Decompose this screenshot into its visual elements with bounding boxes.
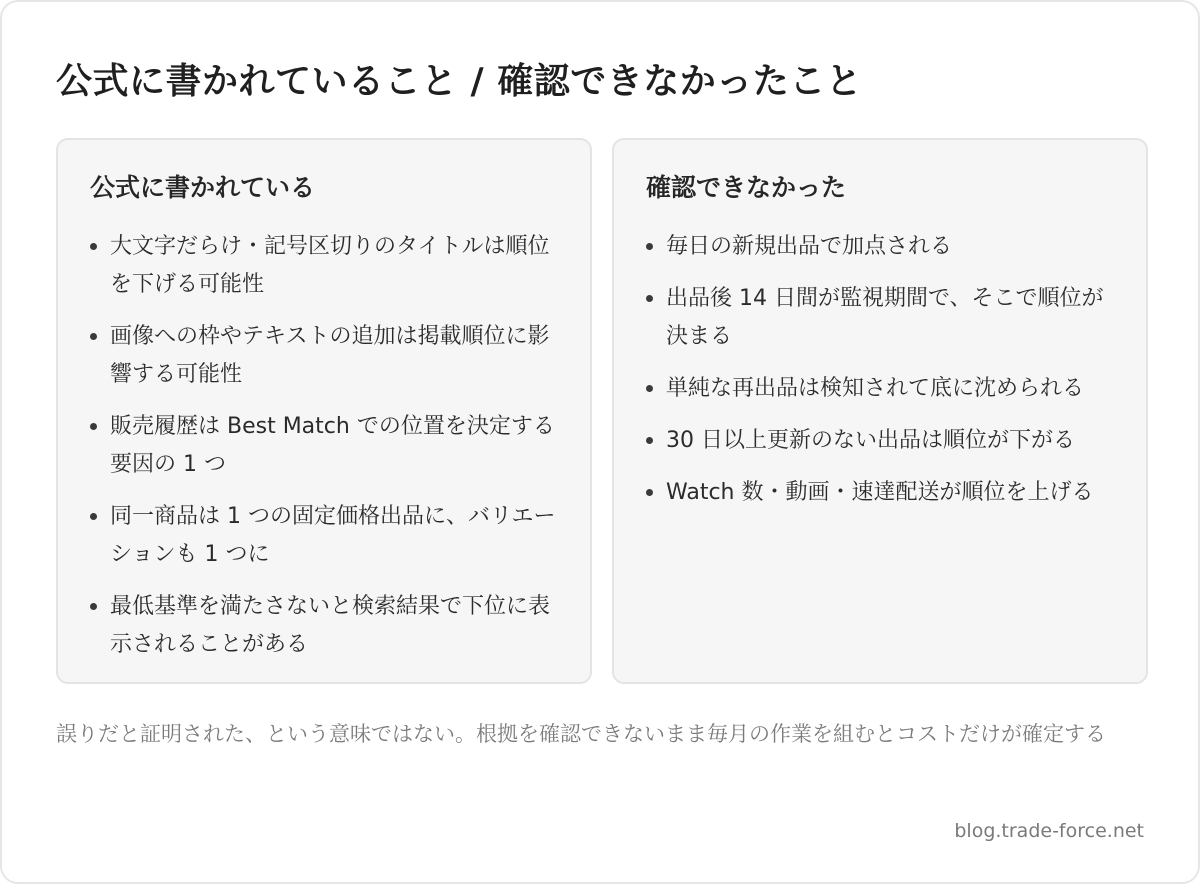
list-item [646,370,1118,408]
bullet-icon [646,489,653,496]
bullet-icon [90,513,97,520]
bullet-icon [90,333,97,340]
list-item-text: Watch 数・動画・速達配送が順位を上げる [666,480,1094,505]
list-item-text: 販売履歴は Best Match での位置を決定する要因の 1 つ [110,414,555,477]
official-list [90,228,562,664]
list-item-text: 単純な再出品は検知されて底に沈められる [666,376,1085,401]
list-item [90,588,562,664]
bullet-icon [646,437,653,444]
unconfirmed-panel [612,138,1148,684]
list-item-text: 画像への枠やテキストの追加は掲載順位に影響する可能性 [110,324,550,387]
list-item-text: 30 日以上更新のない出品は順位が下がる [666,428,1075,453]
list-item-text: 最低基準を満たさないと検索結果で下位に表示されることがある [110,594,551,657]
bullet-icon [90,243,97,250]
list-item-text: 出品後 14 日間が監視期間で、そこで順位が決まる [666,286,1104,349]
list-item [646,280,1118,356]
list-item-text: 同一商品は 1 つの固定価格出品に、バリエーションも 1 つに [110,504,556,567]
bullet-icon [646,243,653,250]
list-item [646,228,1118,266]
list-item [646,422,1118,460]
list-item [90,228,562,304]
bullet-icon [90,603,97,610]
bullet-icon [646,295,653,302]
site-url: blog.trade-force.net [954,820,1144,842]
bullet-icon [646,385,653,392]
bullet-icon [90,423,97,430]
unconfirmed-heading: 確認できなかった [646,173,847,202]
official-heading: 公式に書かれている [90,173,316,202]
list-item [90,408,562,484]
unconfirmed-list [646,228,1118,512]
page-title: 公式に書かれていること / 確認できなかったこと [56,61,863,102]
list-item [90,498,562,574]
list-item [90,318,562,394]
list-item-text: 毎日の新規出品で加点される [666,234,953,259]
footnote: 誤りだと証明された、という意味ではない。根拠を確認できないまま毎月の作業を組むとコストだけが確定する [56,722,1106,746]
official-panel [56,138,592,684]
list-item-text: 大文字だらけ・記号区切りのタイトルは順位を下げる可能性 [110,234,550,297]
list-item [646,474,1118,512]
